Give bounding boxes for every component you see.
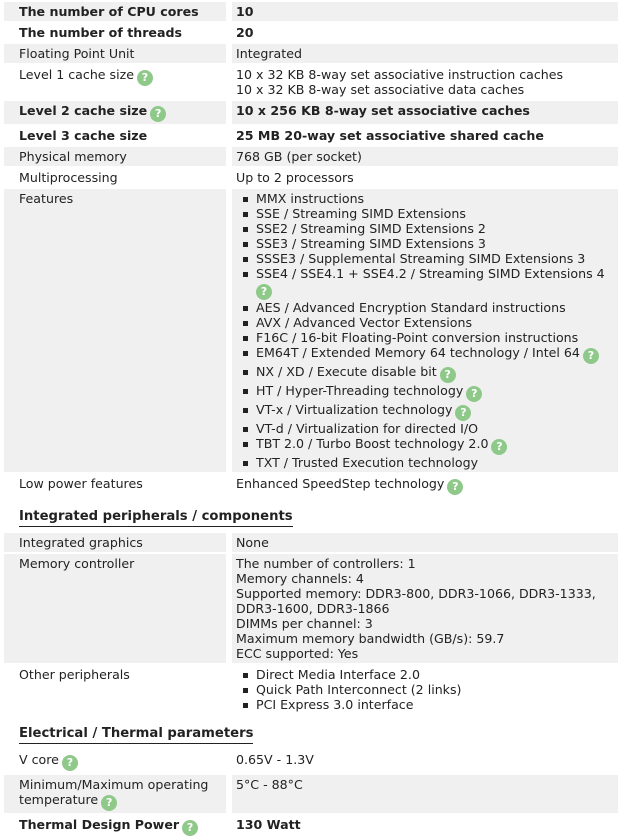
spec-value-line: The number of controllers: 1 [236,556,416,571]
help-icon[interactable]: ? [440,367,456,383]
spec-value-line: ECC supported: Yes [236,646,359,661]
spec-label: Memory controller [4,554,226,663]
spec-value: Integrated [232,44,618,63]
spec-value: 10 [232,2,618,21]
spec-value: None [232,533,618,552]
spec-label: Physical memory [4,147,226,166]
peripherals-table [4,531,618,716]
spec-row-multiprocessing [4,168,618,187]
spec-label: Level 3 cache size [4,126,226,145]
spec-row-memory-controller [4,554,618,663]
spec-label: Features [4,189,226,472]
electrical-table [4,748,618,840]
spec-label: Floating Point Unit [4,44,226,63]
spec-row-low-power [4,474,618,497]
feature-item: NX / XD / Execute disable bit ? [256,364,618,383]
spec-row-integrated-graphics [4,533,618,552]
feature-item: SSE / Streaming SIMD Extensions [256,206,618,221]
help-icon[interactable]: ? [62,755,78,771]
spec-row-fpu [4,44,618,63]
spec-value: 768 GB (per socket) [232,147,618,166]
feature-item: MMX instructions [256,191,618,206]
feature-item: EM64T / Extended Memory 64 technology / Intel 64 ? [256,345,618,364]
peripheral-item: Direct Media Interface 2.0 [256,667,618,682]
spec-value: Up to 2 processors [232,168,618,187]
spec-value-line: DDR3-1600, DDR3-1866 [236,601,390,616]
spec-row-threads [4,23,618,42]
feature-item: TXT / Trusted Execution technology [256,455,618,470]
spec-value-line: Maximum memory bandwidth (GB/s): 59.7 [236,631,505,646]
help-icon[interactable]: ? [491,439,507,455]
spec-label: The number of threads [4,23,226,42]
spec-row-other-peripherals [4,665,618,714]
spec-row-operating-temperature [4,775,618,813]
features-list [236,191,618,470]
spec-label: The number of CPU cores [4,2,226,21]
help-icon[interactable]: ? [583,348,599,364]
feature-item: HT / Hyper-Threading technology ? [256,383,618,402]
peripheral-item: Quick Path Interconnect (2 links) [256,682,618,697]
spec-value-line: Supported memory: DDR3-800, DDR3-1066, DDR3-1333, [236,586,596,601]
feature-item: SSSE3 / Supplemental Streaming SIMD Extensions 3 [256,251,618,266]
spec-row-features [4,189,618,472]
help-icon[interactable]: ? [101,795,117,811]
feature-item: AVX / Advanced Vector Extensions [256,315,618,330]
spec-label: temperature [19,792,99,807]
feature-item: VT-d / Virtualization for directed I/O [256,421,618,436]
spec-value-line: DIMMs per channel: 3 [236,616,373,631]
main-spec-table [4,0,618,499]
feature-item: SSE4 / SSE4.1 + SSE4.2 / Streaming SIMD Extensions 4 ? [256,266,618,300]
spec-row-tdp [4,815,618,838]
spec-value: 0.65V - 1.3V [232,750,618,773]
feature-item: VT-x / Virtualization technology ? [256,402,618,421]
help-icon[interactable]: ? [256,284,272,300]
spec-label: Multiprocessing [4,168,226,187]
feature-item: SSE2 / Streaming SIMD Extensions 2 [256,221,618,236]
help-icon[interactable]: ? [466,386,482,402]
spec-label: Low power features [4,474,226,497]
peripheral-item: PCI Express 3.0 interface [256,697,618,712]
section-heading-peripherals: Integrated peripherals / components [19,509,293,527]
spec-value: 5°C - 88°C [232,775,618,813]
spec-value: 130 Watt [232,815,618,838]
spec-label: Integrated graphics [4,533,226,552]
peripherals-list [236,667,618,712]
spec-row-l3-cache [4,126,618,145]
spec-value: 10 x 256 KB 8-way set associative caches [232,101,618,124]
spec-label: Thermal Design Power [19,817,180,832]
spec-label: Other peripherals [4,665,226,714]
spec-label: Level 2 cache size [19,103,148,118]
help-icon[interactable]: ? [447,479,463,495]
feature-item: SSE3 / Streaming SIMD Extensions 3 [256,236,618,251]
help-icon[interactable]: ? [150,106,166,122]
help-icon[interactable]: ? [455,405,471,421]
spec-label: Minimum/Maximum operating [19,777,209,792]
section-heading-electrical: Electrical / Thermal parameters [19,726,253,744]
spec-row-l2-cache [4,101,618,124]
help-icon[interactable]: ? [182,820,198,836]
spec-row-vcore [4,750,618,773]
spec-value-line: 10 x 32 KB 8-way set associative instruction caches [236,67,564,82]
spec-value: 20 [232,23,618,42]
feature-item: AES / Advanced Encryption Standard instructions [256,300,618,315]
spec-value-line: Memory channels: 4 [236,571,364,586]
spec-row-cpu-cores [4,2,618,21]
spec-row-physical-memory [4,147,618,166]
spec-row-l1-cache [4,65,618,99]
feature-item: TBT 2.0 / Turbo Boost technology 2.0 ? [256,436,618,455]
spec-value: Enhanced SpeedStep technology [236,476,445,491]
spec-label: Level 1 cache size [19,67,134,82]
feature-item: F16C / 16-bit Floating-Point conversion instructions [256,330,618,345]
spec-value-line: 10 x 32 KB 8-way set associative data caches [236,82,525,97]
spec-label: V core [19,752,59,767]
spec-value: 25 MB 20-way set associative shared cache [232,126,618,145]
help-icon[interactable]: ? [137,70,153,86]
